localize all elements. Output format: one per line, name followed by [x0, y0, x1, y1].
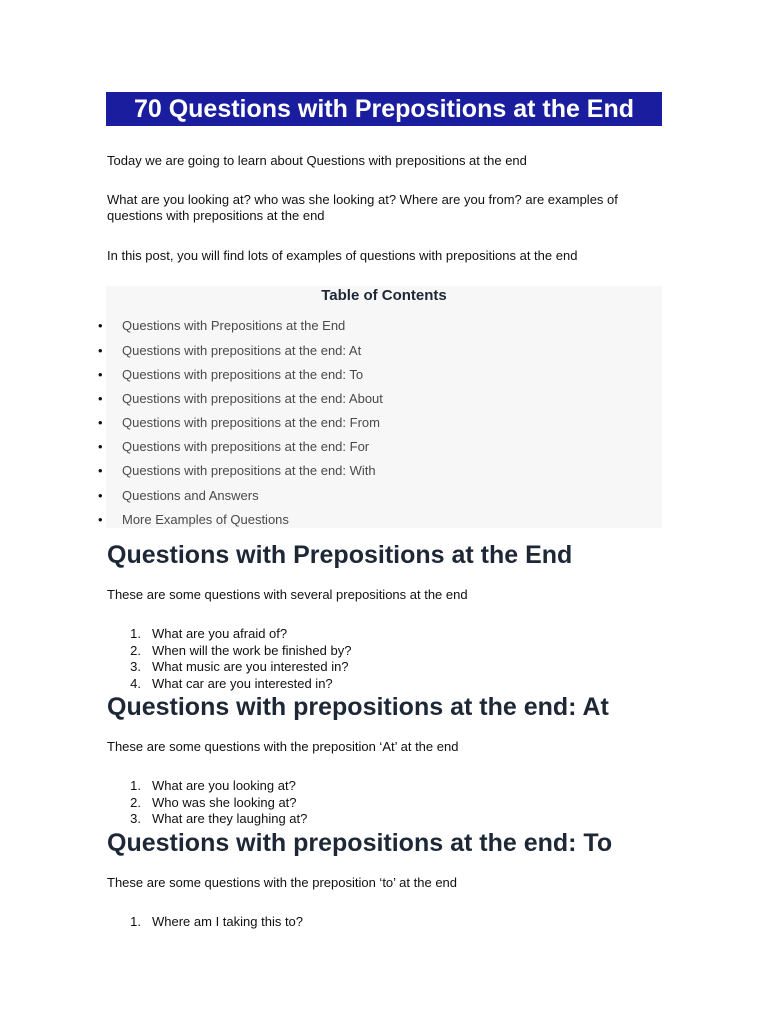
toc-title: Table of Contents — [321, 287, 447, 304]
section-heading-prepositions-at-end: Questions with Prepositions at the End — [107, 541, 573, 569]
bullet-icon: • — [98, 415, 103, 430]
toc-item-label: Questions with prepositions at the end: About — [122, 391, 383, 406]
bullet-icon: • — [98, 318, 103, 333]
bullet-icon: • — [98, 463, 103, 478]
bullet-icon: • — [98, 391, 103, 406]
toc-item-label: Questions with prepositions at the end: From — [122, 415, 380, 430]
toc-item-label: Questions with prepositions at the end: To — [122, 367, 364, 382]
section-intro: These are some questions with the preposition ‘At’ at the end — [107, 739, 459, 754]
toc-item-label: Questions with prepositions at the end: At — [122, 343, 362, 358]
intro-paragraph-2: What are you looking at? who was she looking at? Where are you from? are examples of questions with prepositions at the end — [107, 192, 618, 223]
toc-item-label: More Examples of Questions — [122, 512, 289, 527]
intro-paragraph-3: In this post, you will find lots of examples of questions with prepositions at the end — [107, 248, 578, 263]
section-heading-to: Questions with prepositions at the end: To — [107, 829, 613, 857]
section-intro: These are some questions with the preposition ‘to’ at the end — [107, 875, 458, 890]
toc-item-label: Questions with prepositions at the end: For — [122, 439, 370, 454]
bullet-icon: • — [98, 343, 103, 358]
page-title: 70 Questions with Prepositions at the End — [106, 92, 662, 126]
section-intro: These are some questions with several prepositions at the end — [107, 587, 468, 602]
bullet-icon: • — [98, 367, 103, 382]
bullet-icon: • — [98, 488, 103, 503]
bullet-icon: • — [98, 512, 103, 527]
bullet-icon: • — [98, 439, 103, 454]
toc-item-label: Questions with prepositions at the end: With — [122, 463, 376, 478]
intro-paragraph-1: Today we are going to learn about Questions with prepositions at the end — [107, 153, 527, 168]
section-heading-at: Questions with prepositions at the end: At — [107, 693, 609, 721]
document-page: 70 Questions with Prepositions at the End Today we are going to learn about Questions with prepositions at the end What are you looking at? who was she looking at? Where are you from? are examples of questions with prepositions at the end In this post, you will find lots of examples of questions with prepositions at the end Table of Contents • Questions with Prepositions at the End • Questions with prepositions at the end: At • Questions with prepositions at the end: To • Questions with prepositions at the end: About • Questions with prepositions at the end: From • Questions with prepositions at the end: For • Questions with prepositions at the end: With • Questions and Answers • More Examples of Questions Questions with Prepositions at the End These are some questions with several prepositions at the end 1. What are you afraid of? 2. When will the work be finished by? 3. What music are you interested in? 4. What car are you interested in? Questions with prepositions at the end: At These are some questions with the preposition ‘At’ at the end 1. What are you looking at? 2. Who was she looking at? 3. What are they laughing at? Questions with prepositions at the end: To These are some questions with the preposition ‘to’ at the end 1. Where am I taking this to? — [0, 0, 768, 1024]
toc-item-label: Questions and Answers — [122, 488, 259, 503]
toc-item-label: Questions with Prepositions at the End — [122, 318, 346, 333]
